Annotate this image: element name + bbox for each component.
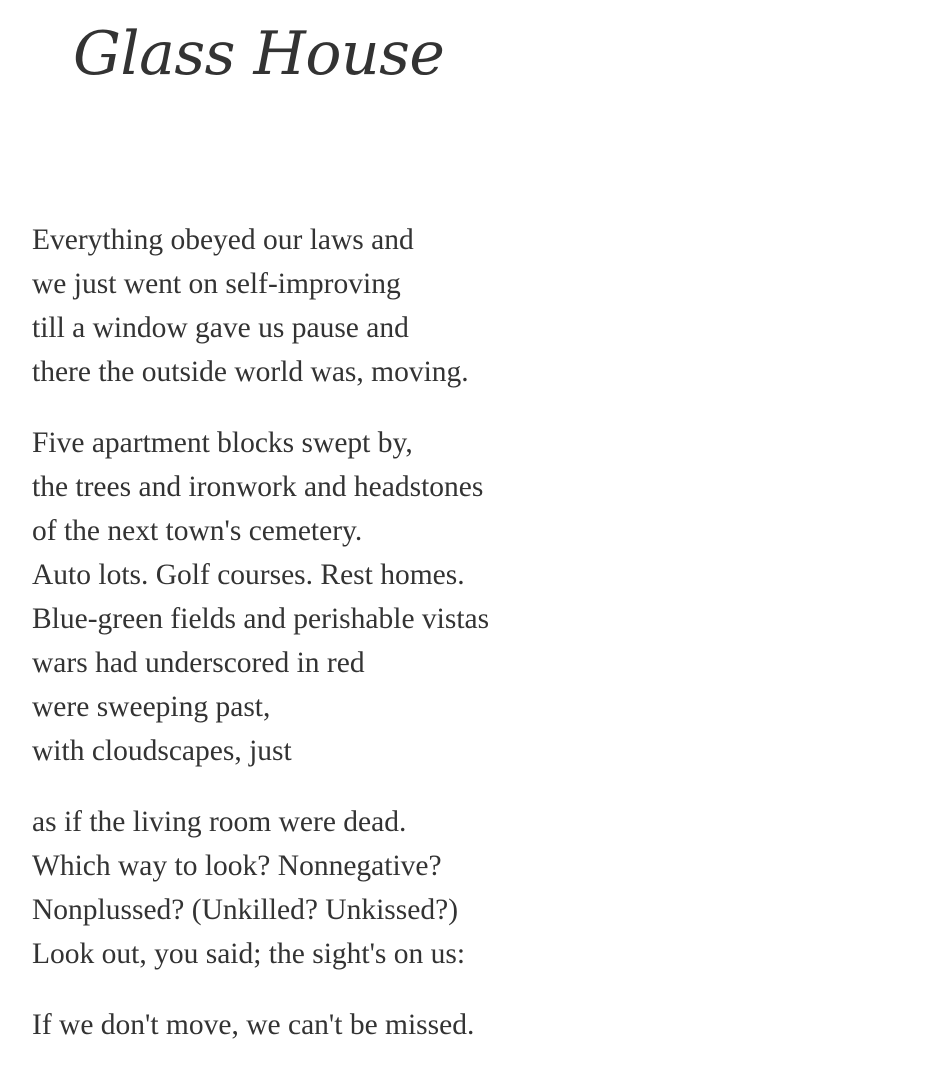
poem-line: were sweeping past,: [32, 691, 271, 723]
poem-line: Five apartment blocks swept by,: [32, 427, 413, 459]
stanza-2: [32, 421, 912, 773]
poem-line: of the next town's cemetery.: [32, 515, 363, 547]
poem-line: as if the living room were dead.: [32, 806, 407, 838]
poem-line: Auto lots. Golf courses. Rest homes.: [32, 559, 465, 591]
stanza-1: [32, 218, 912, 394]
poem-line: we just went on self-improving: [32, 268, 401, 300]
poem-line: Blue-green fields and perishable vistas: [32, 603, 490, 635]
poem-line: If we don't move, we can't be missed.: [32, 1009, 475, 1041]
poem-line: Which way to look? Nonnegative?: [32, 850, 442, 882]
poem-line: till a window gave us pause and: [32, 312, 409, 344]
poem-line: Look out, you said; the sight's on us:: [32, 938, 466, 970]
poem-body: [32, 218, 912, 1074]
stanza-4: [32, 1003, 912, 1047]
poem-line: Everything obeyed our laws and: [32, 224, 414, 256]
poem-line: Nonplussed? (Unkilled? Unkissed?): [32, 894, 459, 926]
stanza-3: [32, 800, 912, 976]
poem-title: Glass House: [73, 19, 445, 89]
poem-line: with cloudscapes, just: [32, 735, 292, 767]
poem-line: the trees and ironwork and headstones: [32, 471, 484, 503]
poem-line: there the outside world was, moving.: [32, 356, 469, 388]
poem-line: wars had underscored in red: [32, 647, 365, 679]
